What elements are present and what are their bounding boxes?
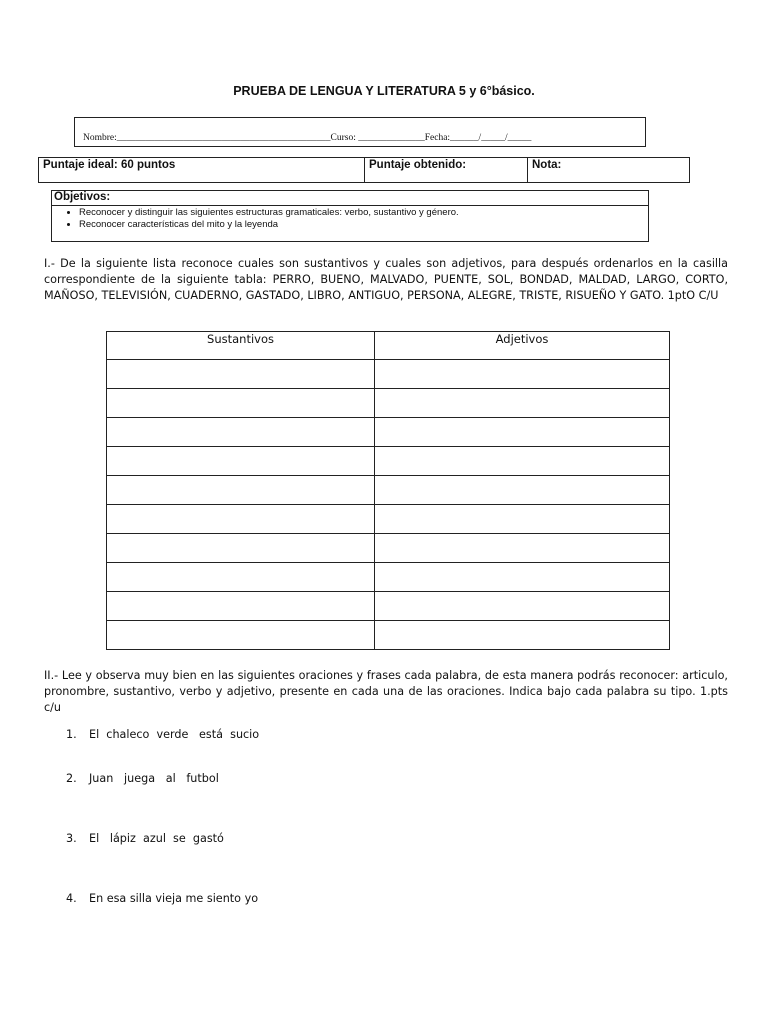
sentence-item: [66, 728, 259, 741]
objectives-heading: Objetivos:: [52, 191, 648, 206]
student-info-box: [74, 117, 646, 147]
table-row: [107, 418, 670, 447]
adjective-cell[interactable]: [375, 534, 670, 563]
sentence-text: En esa silla vieja me siento yo: [89, 892, 259, 905]
table-row: [107, 534, 670, 563]
adjective-cell[interactable]: [375, 418, 670, 447]
noun-cell[interactable]: [107, 621, 375, 650]
table-row: [107, 621, 670, 650]
adjective-cell[interactable]: [375, 389, 670, 418]
sentence-number: 4.: [66, 892, 77, 905]
table-row: [107, 563, 670, 592]
sentence-text: Juan juega al futbol: [89, 772, 219, 785]
ideal-score: Puntaje ideal: 60 puntos: [39, 158, 365, 182]
nouns-adjectives-table: [106, 331, 670, 650]
adjective-cell[interactable]: [375, 360, 670, 389]
noun-cell[interactable]: [107, 563, 375, 592]
page-title: PRUEBA DE LENGUA Y LITERATURA 5 y 6°básico.: [233, 84, 535, 98]
name-course-date-line: Nombre:_____________________________________________Curso: ______________Fecha:______/_____/_____: [83, 133, 532, 143]
noun-cell[interactable]: [107, 447, 375, 476]
sentence-item: [66, 772, 219, 785]
section1-instructions: I.- De la siguiente lista reconoce cuales son sustantivos y cuales son adjetivos, para después ordenarlos en la casilla correspondiente de la siguiente tabla: PERRO, BUENO, MALVADO, PUENTE, SOL, BONDAD, MALDAD, LARGO, CORTO, MAÑOSO, TELEVISIÓN, CUADERNO, GASTADO, LIBRO, ANTIGUO, PERSONA, ALEGRE, TRISTE, RISUEÑO Y GATO. 1ptO C/U: [44, 257, 728, 302]
adjective-cell[interactable]: [375, 621, 670, 650]
objective-item: • Reconocer características del mito y la leyenda: [79, 219, 648, 231]
noun-cell[interactable]: [107, 389, 375, 418]
adjective-cell[interactable]: [375, 476, 670, 505]
score-box: [38, 157, 690, 183]
nouns-header: Sustantivos: [107, 332, 375, 360]
objectives-box: [51, 190, 649, 242]
adjectives-header: Adjetivos: [375, 332, 670, 360]
objectives-list: [52, 207, 648, 231]
noun-cell[interactable]: [107, 534, 375, 563]
noun-cell[interactable]: [107, 592, 375, 621]
section2-instructions: II.- Lee y observa muy bien en las siguientes oraciones y frases cada palabra, de esta manera podrás reconocer: articulo, pronombre, sustantivo, verbo y adjetivo, presente en cada una de las oraciones. Indica bajo cada palabra su tipo. 1.pts c/u: [44, 669, 728, 714]
noun-cell[interactable]: [107, 418, 375, 447]
sentence-number: 1.: [66, 728, 77, 741]
table-row: [107, 476, 670, 505]
noun-cell[interactable]: [107, 360, 375, 389]
adjective-cell[interactable]: [375, 447, 670, 476]
grade: Nota:: [532, 159, 562, 171]
sentence-item: [66, 832, 224, 845]
adjective-cell[interactable]: [375, 505, 670, 534]
adjective-cell[interactable]: [375, 592, 670, 621]
table-row: [107, 389, 670, 418]
obtained-score: Puntaje obtenido:: [365, 158, 528, 182]
adjective-cell[interactable]: [375, 563, 670, 592]
table-row: [107, 592, 670, 621]
objective-item: • Reconocer y distinguir las siguientes estructuras gramaticales: verbo, sustantivo y género.: [79, 207, 648, 219]
table-row: [107, 447, 670, 476]
noun-cell[interactable]: [107, 505, 375, 534]
sentence-text: El chaleco verde está sucio: [89, 728, 260, 741]
table-row: [107, 505, 670, 534]
sentence-text: El lápiz azul se gastó: [89, 832, 224, 845]
sentence-item: [66, 892, 258, 905]
sentence-number: 2.: [66, 772, 77, 785]
sentence-number: 3.: [66, 832, 77, 845]
table-row: [107, 360, 670, 389]
noun-cell[interactable]: [107, 476, 375, 505]
